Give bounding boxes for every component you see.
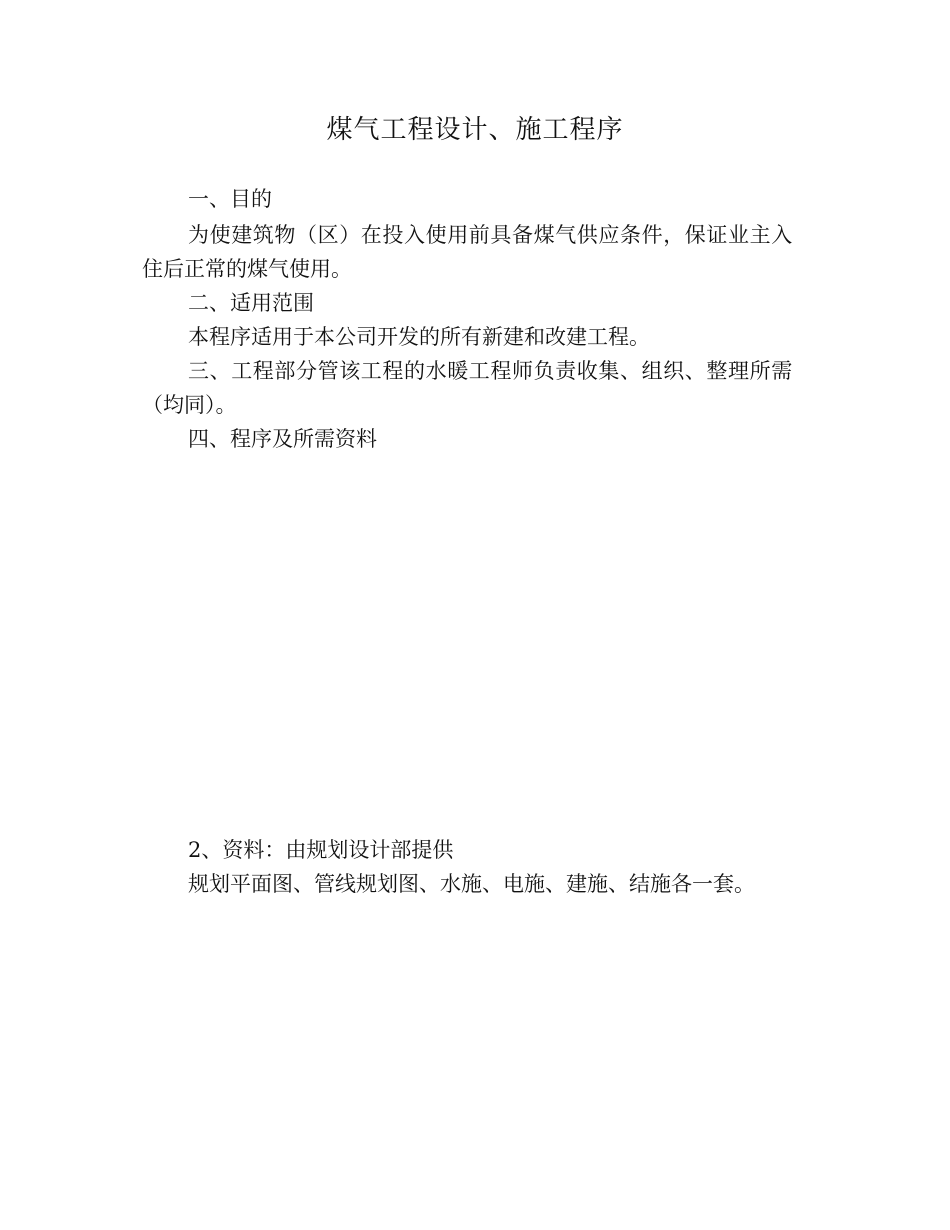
section-3-line-1: 三、工程部分管该工程的水暖工程师负责收集、组织、整理所需: [188, 359, 793, 383]
document-title: 煤气工程设计、施工程序: [326, 115, 624, 145]
section-1-body-line-1: 为使建筑物（区）在投入使用前具备煤气供应条件，保证业主入: [188, 223, 793, 247]
section-1-heading: 一、目的: [188, 187, 272, 211]
section-4-heading: 四、程序及所需资料: [188, 427, 377, 451]
item-2-heading: 2、资料：由规划设计部提供: [188, 838, 454, 862]
section-3-line-2: （均同）。: [142, 393, 237, 417]
section-2-heading: 二、适用范围: [188, 291, 314, 315]
item-2-body: 规划平面图、管线规划图、水施、电施、建施、结施各一套。: [188, 872, 755, 896]
section-2-body: 本程序适用于本公司开发的所有新建和改建工程。: [188, 325, 650, 349]
section-1-body-line-2: 住后正常的煤气使用。: [142, 257, 352, 281]
